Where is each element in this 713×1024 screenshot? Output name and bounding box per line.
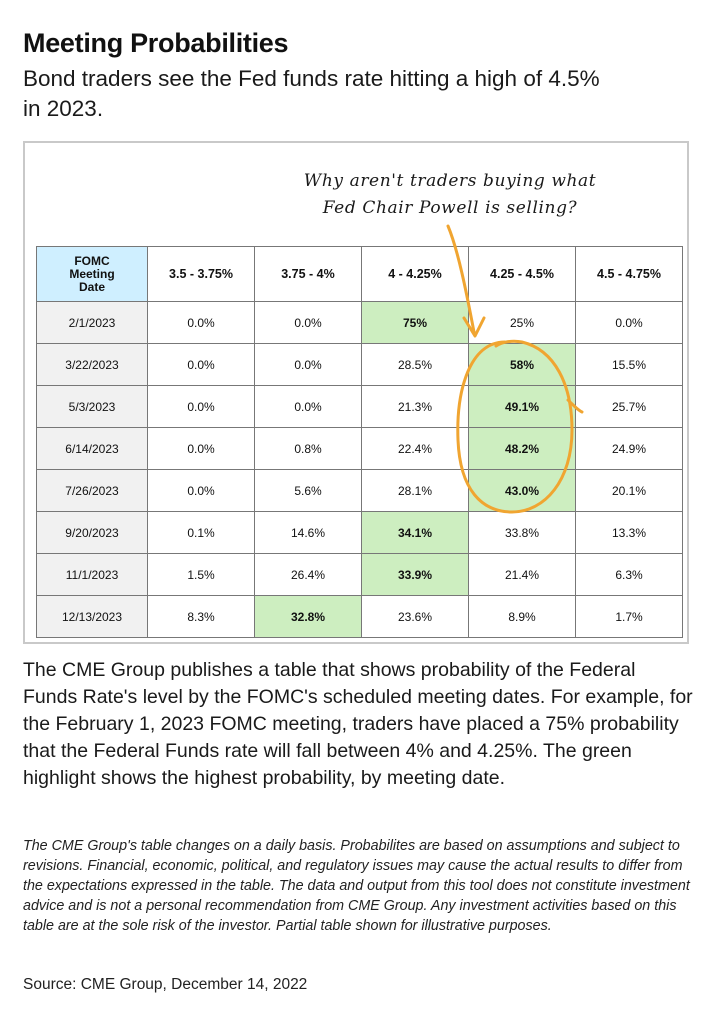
probability-cell: 1.5% [148,554,255,596]
probability-cell: 14.6% [255,512,362,554]
meeting-date-cell: 2/1/2023 [37,302,148,344]
explanation-paragraph: The CME Group publishes a table that shows probability of the Federal Funds Rate's level by the FOMC's scheduled meeting dates. For example, for the February 1, 2023 FOMC meeting, traders have placed a 75% probability that the Federal Funds rate will fall between 4% and 4.25%. The green highlight shows the highest probability, by meeting date. [23,659,693,789]
probability-cell: 0.1% [148,512,255,554]
probability-cell: 21.3% [362,386,469,428]
meeting-date-cell: 9/20/2023 [37,512,148,554]
probability-cell: 8.3% [148,596,255,638]
probability-cell: 0.0% [255,386,362,428]
probability-cell: 0.0% [148,302,255,344]
probability-cell: 23.6% [362,596,469,638]
page-subtitle: Bond traders see the Fed funds rate hitting a high of 4.5% in 2023. [23,66,600,121]
probability-cell: 0.0% [148,344,255,386]
probability-cell: 22.4% [362,428,469,470]
probability-cell: 15.5% [576,344,683,386]
table-row [37,512,683,554]
column-header: 3.75 - 4% [255,247,362,302]
highest-probability-cell: 48.2% [469,428,576,470]
table-row [37,428,683,470]
probability-cell: 0.0% [148,470,255,512]
corner-line-1: FOMC [74,253,110,268]
table-row [37,302,683,344]
probability-cell: 25.7% [576,386,683,428]
corner-line-3: Date [78,279,105,294]
table-header-row [37,247,683,302]
highest-probability-cell: 32.8% [255,596,362,638]
highest-probability-cell: 33.9% [362,554,469,596]
annotation-text [300,168,600,222]
probability-cell: 21.4% [469,554,576,596]
meeting-date-cell: 5/3/2023 [37,386,148,428]
probability-cell: 26.4% [255,554,362,596]
column-header: 4.5 - 4.75% [576,247,683,302]
meeting-date-cell: 7/26/2023 [37,470,148,512]
probability-cell: 0.0% [576,302,683,344]
disclaimer: The CME Group's table changes on a daily basis. Probabilites are based on assumptions and subject to revisions. Financial, economic, political, and regulatory issues may cause the actual results to differ from the expectations expressed in the table. The data and output from this tool does not constitute investment advice and is not a personal recommendation from CME Group. Any investment activities based on this table are at the sole risk of the investor. Partial table shown for illustrative purposes. [23,838,690,934]
highest-probability-cell: 34.1% [362,512,469,554]
probability-cell: 6.3% [576,554,683,596]
corner-line-2: Meeting [69,266,115,281]
meeting-date-cell: 3/22/2023 [37,344,148,386]
column-header: 4 - 4.25% [362,247,469,302]
table-body [37,302,683,638]
probability-table [36,246,683,638]
highest-probability-cell: 75% [362,302,469,344]
probability-cell: 33.8% [469,512,576,554]
meeting-date-cell: 12/13/2023 [37,596,148,638]
probability-cell: 13.3% [576,512,683,554]
table-row [37,596,683,638]
table-row [37,554,683,596]
probability-cell: 5.6% [255,470,362,512]
probability-cell: 28.1% [362,470,469,512]
meeting-date-cell: 6/14/2023 [37,428,148,470]
probability-cell: 24.9% [576,428,683,470]
page-title: Meeting Probabilities [23,28,289,58]
source-note: Source: CME Group, December 14, 2022 [23,976,308,993]
annotation-line-2: Fed Chair Powell is selling? [322,198,578,218]
probability-cell: 0.0% [148,428,255,470]
annotation-line-1: Why aren't traders buying what [303,171,597,191]
column-header: 4.25 - 4.5% [469,247,576,302]
probability-cell: 0.0% [148,386,255,428]
probability-cell: 25% [469,302,576,344]
probability-cell: 28.5% [362,344,469,386]
column-header: 3.5 - 3.75% [148,247,255,302]
highest-probability-cell: 43.0% [469,470,576,512]
probability-cell: 20.1% [576,470,683,512]
probability-cell: 8.9% [469,596,576,638]
probability-cell: 0.8% [255,428,362,470]
meeting-date-cell: 11/1/2023 [37,554,148,596]
probability-cell: 1.7% [576,596,683,638]
table-row [37,344,683,386]
probability-cell: 0.0% [255,302,362,344]
table-row [37,470,683,512]
corner-header [37,247,148,302]
highest-probability-cell: 49.1% [469,386,576,428]
highest-probability-cell: 58% [469,344,576,386]
probability-cell: 0.0% [255,344,362,386]
table-row [37,386,683,428]
